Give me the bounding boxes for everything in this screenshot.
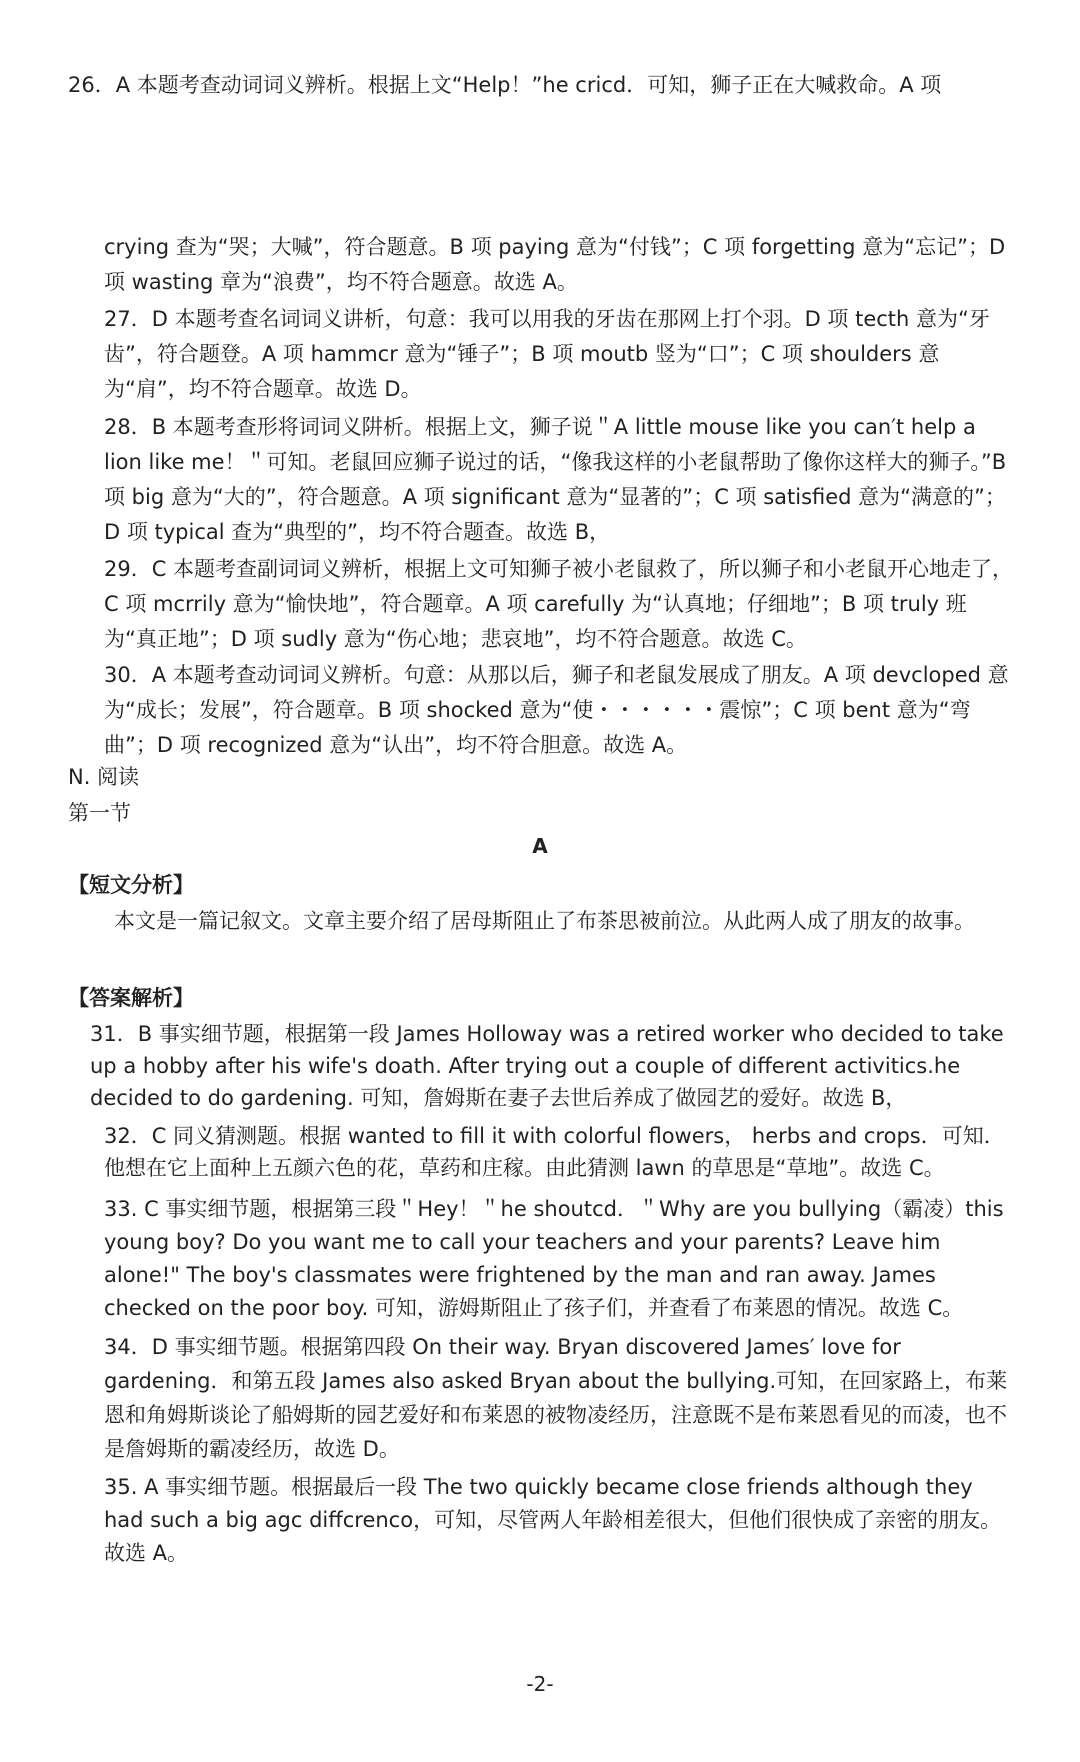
q26-first-line: 26．A 本题考查动词词义辨析。根据上文“Help！”he cricd．可知，狮子正在大喊救命。A 项 — [68, 73, 942, 97]
page-number: -2- — [526, 1672, 554, 1696]
section-reading: N. 阅读 — [68, 765, 140, 789]
passage-label: A — [532, 834, 548, 858]
passage-analysis-text: 本文是一篇记叙文。文章主要介绍了居母斯阻止了布茶思被前泣。从此两人成了朋友的故事。 — [114, 909, 975, 933]
heading-answer-explanation: 【答案解析】 — [68, 986, 194, 1010]
q31-explanation: 31．B 事实细节题，根据第一段 James Holloway was a retired worker who decided to take up a hobby after his wife's doath. After trying out a couple of different activitics.he decided to do gardening. 可知，詹姆斯在妻子去世后养成了做园艺的爱好。故选 B， — [90, 1022, 1004, 1110]
q29-explanation: 29．C 本题考查副词词义辨析，根据上文可知狮子被小老鼠救了，所以狮子和小老鼠开心地走了，C 项 mcrrily 意为“愉快地”，符合题章。A 项 carefully 为“认真地；仔细地”；B 项 truly 班为“真正地”；D 项 sudly 意为“伤心地；悲哀地”，均不符合题意。故选 C。 — [104, 557, 1014, 651]
q27-explanation: 27．D 本题考查名词词义讲析，句意：我可以用我的牙齿在那网上打个羽。D 项 tecth 意为“牙齿”，符合题登。A 项 hammcr 意为“锤子”；B 项 moutb 竖为“口”；C 项 shoulders 意为“肩”，均不符合题章。故选 D。 — [104, 307, 990, 401]
heading-passage-analysis: 【短文分析】 — [68, 873, 194, 897]
q30-explanation: 30．A 本题考查动词词义辨析。句意：从那以后，狮子和老鼠发展成了朋友。A 项 devcloped 意为“成长；发展”，符合题章。B 项 shocked 意为“使・・・・・・震惊”；C 项 bent 意为“弯曲”；D 项 recognized 意为“认出”，均不符合胆意。故选 A。 — [104, 663, 1009, 757]
q34-explanation: 34．D 事实细节题。根据第四段 On their way. Bryan discovered James′ love for gardening．和第五段 James also asked Bryan about the bullying.可知，在回家路上，布莱恩和角姆斯谈论了船姆斯的园艺爱好和布莱恩的被物凌经历，注意既不是布莱恩看见的而凌，也不是詹姆斯的霸凌经历，故选 D。 — [104, 1335, 1008, 1461]
q32-explanation: 32．C 同义猜测题。根据 wanted to fill it with colorful flowers， herbs and crops．可知．他想在它上面种上五颜六色的花，草药和庄稼。由此猜测 lawn 的草思是“草地”。故选 C。 — [104, 1124, 1005, 1180]
q26-explanation: crying 查为“哭；大喊”，符合题意。B 项 paying 意为“付钱”；C 项 forgetting 意为“忘记”；D 项 wasting 章为“浪费”，均不符合题意。故选 A。 — [104, 235, 1006, 294]
q28-explanation: 28．B 本题考查形将词词义阱析。根据上文，狮子说＂A little mouse like you can′t help a lion like me！＂可知。老鼠回应狮子说过的话，“像我这样的小老鼠帮助了像你这样大的狮子。”B 项 big 意为“大的”，符合题意。A 项 significant 意为“显著的”；C 项 satisfied 意为“满意的”；D 项 typical 查为“典型的”，均不符合题查。故选 B， — [104, 415, 1007, 544]
q33-explanation: 33. C 事实细节题，根据第三段＂Hey！＂he shoutcd．＂Why are you bullying（霸凌）this young boy? Do you want me to call your teachers and your parents? Leave him alone!" The boy's classmates were frightened by the man and ran away. James checked on the poor boy. 可知，游姆斯阻止了孩子们，并查看了布莱恩的情况。故选 C。 — [104, 1197, 1004, 1320]
q35-explanation: 35. A 事实细节题。根据最后一段 The two quickly became close friends although they had such a big agc diffcrenco，可知，尽管两人年龄相差很大，但他们很快成了亲密的朋友。故选 A。 — [104, 1475, 1002, 1565]
section-part-one: 第一节 — [68, 801, 131, 825]
